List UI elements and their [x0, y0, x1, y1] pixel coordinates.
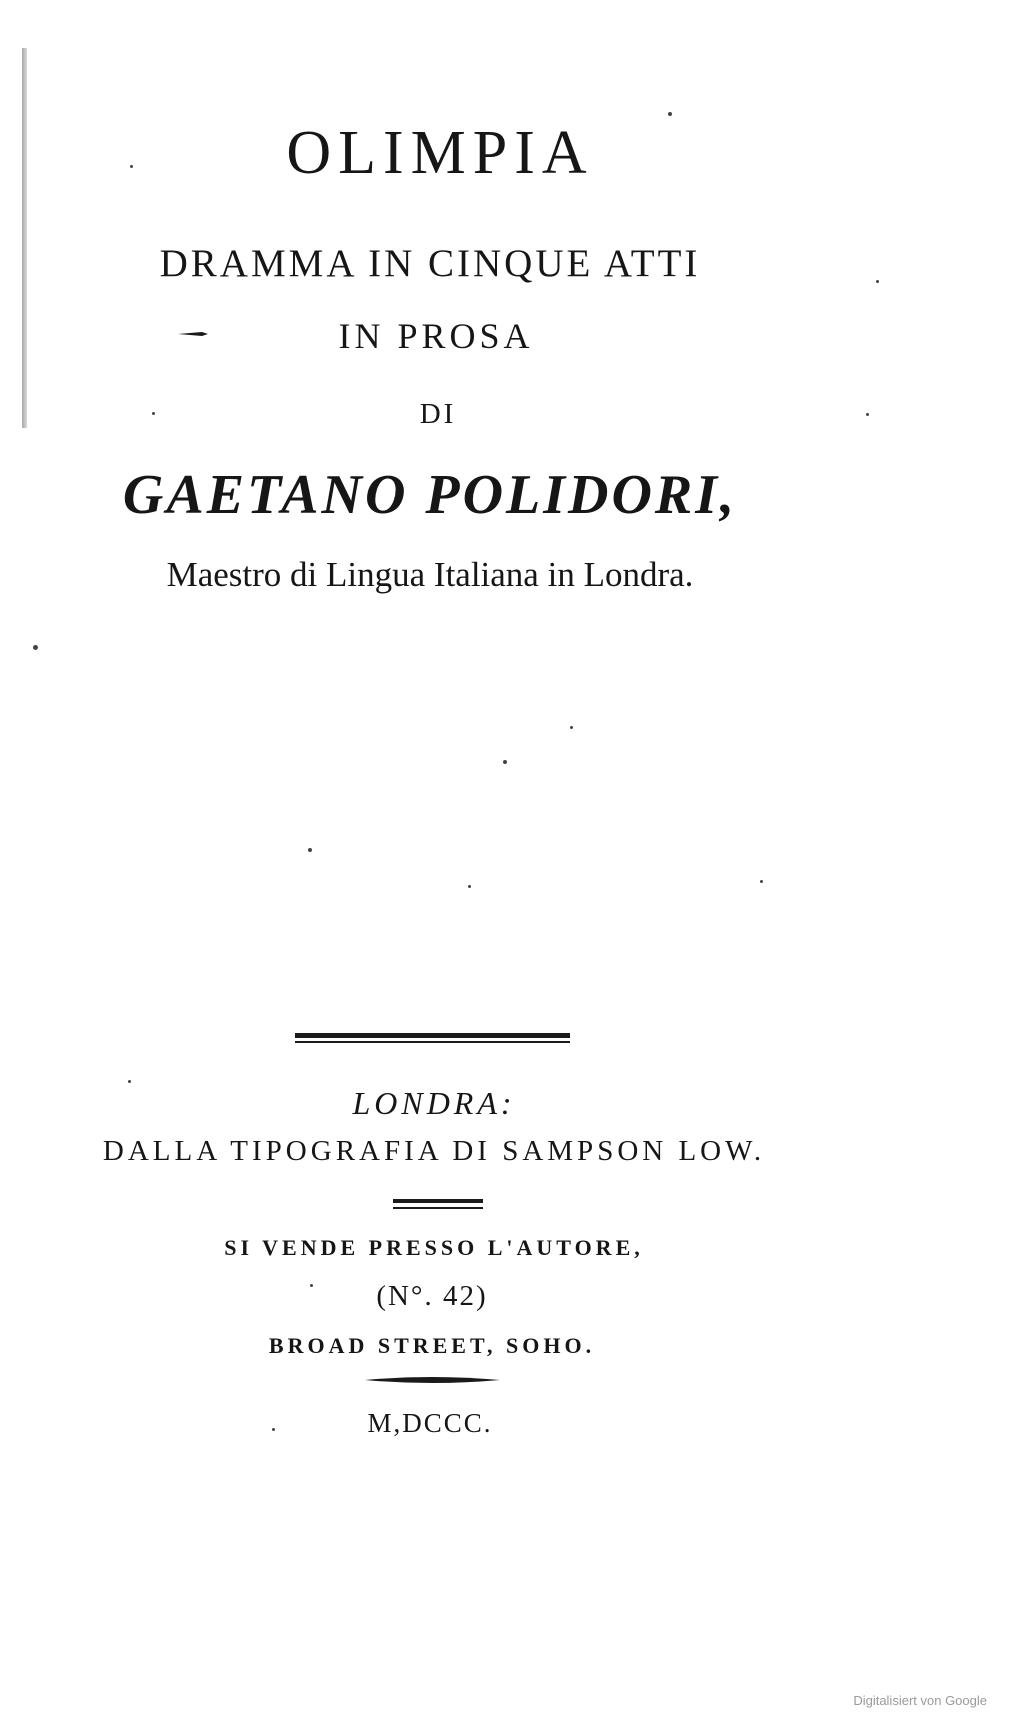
- paper-speck: [668, 112, 672, 116]
- book-subtitle: DRAMMA IN CINQUE ATTI: [159, 242, 701, 285]
- swell-rule-ornament: [365, 1374, 500, 1386]
- paper-speck: [128, 1080, 131, 1083]
- imprint-street-number: (N°. 42): [376, 1280, 488, 1312]
- imprint-year: M,DCCC.: [367, 1408, 493, 1438]
- paper-speck: [33, 645, 38, 650]
- paper-speck: [130, 165, 133, 168]
- author-name: GAETANO POLIDORI,: [122, 464, 738, 526]
- page-edge-shadow: [22, 48, 27, 428]
- paper-speck: [152, 412, 155, 415]
- imprint-place: LONDRA:: [352, 1085, 516, 1121]
- paper-speck: [310, 1284, 313, 1287]
- imprint-seller: SI VENDE PRESSO L'AUTORE,: [224, 1235, 644, 1260]
- imprint-printer: DALLA TIPOGRAFIA DI SAMPSON LOW.: [102, 1135, 766, 1167]
- paper-speck: [570, 726, 573, 729]
- book-form: IN PROSA: [338, 316, 534, 356]
- divider-rule-thick: [295, 1033, 570, 1038]
- paper-speck: [272, 1428, 275, 1431]
- divider-rule-short-top: [393, 1199, 483, 1203]
- by-label: DI: [419, 398, 457, 430]
- paper-speck: [760, 880, 763, 883]
- paper-speck: [866, 413, 869, 416]
- paper-speck: [308, 848, 312, 852]
- divider-rule-short-bottom: [393, 1207, 483, 1209]
- divider-rule-thin: [295, 1041, 570, 1043]
- imprint-street: BROAD STREET, SOHO.: [268, 1333, 596, 1358]
- paper-speck: [503, 760, 507, 764]
- author-role: Maestro di Lingua Italiana in Londra.: [166, 555, 694, 594]
- paper-speck: [876, 280, 879, 283]
- book-title: OLIMPIA: [286, 119, 594, 187]
- digitization-watermark: Digitalisiert von Google: [853, 1693, 987, 1708]
- paper-speck: [468, 885, 471, 888]
